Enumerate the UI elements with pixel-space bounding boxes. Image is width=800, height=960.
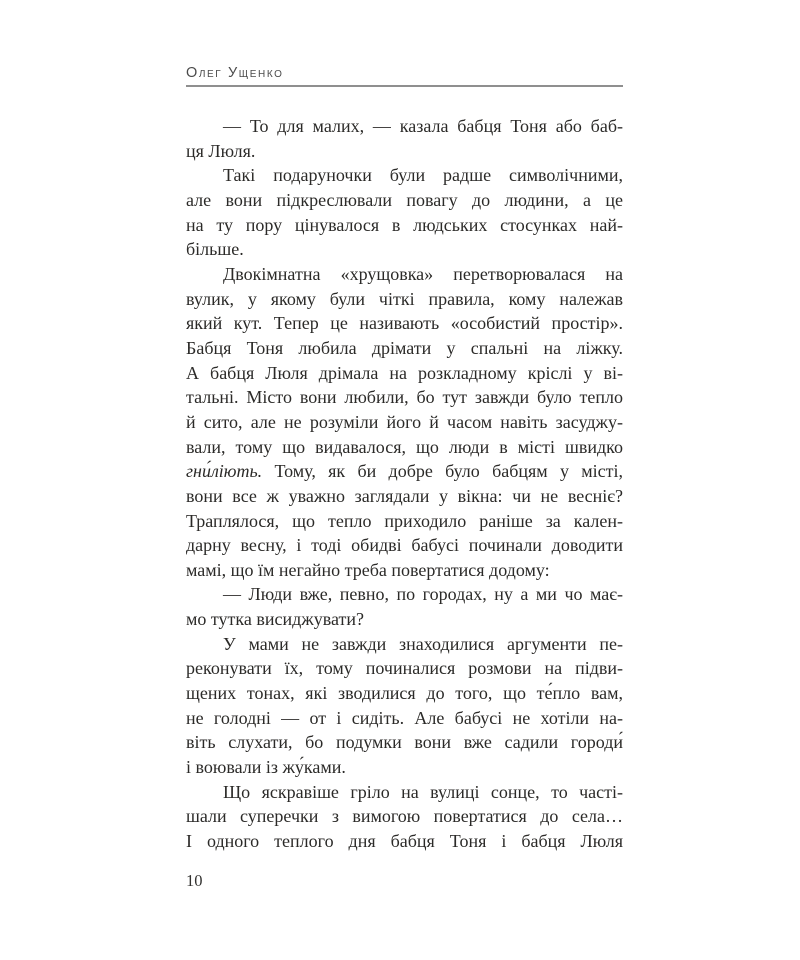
text-run: Такі подаруночки були радше символічними, [223, 165, 623, 186]
text-line [186, 188, 623, 213]
text-run: У мами не завжди знаходилися аргументи пе- [223, 633, 623, 654]
text-run: А бабця Люля дрімала на розкладному кріслі у ві- [186, 362, 623, 383]
text-run: — То для малих, — казала бабця Тоня або баб- [223, 116, 623, 136]
text-run: вони все ж уважно заглядали у вікна: чи не весніє? [186, 485, 623, 506]
text-line [186, 361, 623, 386]
header-rule [186, 85, 623, 87]
text-line [186, 336, 623, 361]
text-run: реконувати їх, тому починалися розмови на підви- [186, 658, 623, 679]
text-line [186, 410, 623, 435]
text-run: який кут. Тепер це називають «особистий простір». [186, 313, 623, 334]
text-line [186, 213, 623, 238]
page-footer [186, 871, 623, 891]
text-line [186, 385, 623, 410]
text-line [186, 311, 623, 336]
text-run: Що яскравіше гріло на вулиці сонце, то часті- [223, 781, 623, 802]
text-run: Траплялося, що тепло приходило раніше за кален- [186, 510, 623, 531]
text-run: дарну весну, і тоді обидві бабусі починали доводити [186, 535, 623, 556]
text-line [186, 829, 623, 854]
text-run: але вони підкреслювали повагу до людини, а це [186, 189, 623, 210]
text-run: тальні. Місто вони любили, бо тут завжди було тепло [186, 387, 623, 408]
text-line [186, 780, 623, 805]
text-line [186, 804, 623, 829]
body-text [186, 114, 623, 854]
text-line [186, 509, 623, 534]
text-line [186, 262, 623, 287]
text-run: мо тутка висиджувати? [186, 609, 364, 630]
text-run: — Люди вже, певно, по городах, ну а ми чо має- [223, 584, 623, 605]
text-run: Двокімнатна «хрущовка» перетворювалася на [223, 263, 623, 284]
text-line [186, 558, 623, 583]
running-header-author: Олег Ущенко [186, 65, 284, 81]
text-line [186, 484, 623, 509]
paragraph [186, 780, 623, 854]
text-run: не голодні — от і сидіть. Але бабусі не хотіли на- [186, 707, 623, 728]
text-run: мамі, що їм негайно треба повертатися додому: [186, 559, 550, 580]
running-header [186, 66, 623, 87]
text-line [186, 681, 623, 706]
text-line [186, 139, 623, 164]
text-line [186, 459, 623, 484]
paragraph [186, 114, 623, 163]
text-line [186, 114, 623, 139]
text-run: й сито, але не розуміли його й часом навіть засуджу- [186, 411, 623, 432]
text-line [186, 730, 623, 755]
text-line [186, 163, 623, 188]
paragraph [186, 163, 623, 262]
text-line [186, 706, 623, 731]
text-run: Бабця Тоня любила дрімати у спальні на ліжку. [186, 337, 623, 358]
paragraph [186, 582, 623, 631]
text-run: І одного теплого дня бабця Тоня і бабця Люля [186, 831, 623, 852]
text-run: щених тонах, які зводилися до того, що те́пло вам, [186, 683, 623, 704]
paragraph [186, 632, 623, 780]
italic-run: гни́ліють. [186, 461, 263, 482]
text-run: вулик, у якому були чіткі правила, кому належав [186, 288, 623, 309]
text-run: на ту пору цінувалося в людських стосунках най- [186, 214, 623, 235]
text-line [186, 237, 623, 262]
text-line [186, 533, 623, 558]
text-run: більше. [186, 239, 244, 260]
text-run: вали, тому що видавалося, що люди в місті швидко [186, 436, 623, 457]
text-line [186, 755, 623, 780]
text-line [186, 435, 623, 460]
paragraph [186, 262, 623, 583]
text-run: ця Люля. [186, 140, 256, 161]
text-line [186, 656, 623, 681]
page-number: 10 [186, 871, 203, 890]
text-run: і воювали із жу́ками. [186, 757, 346, 778]
text-line [186, 582, 623, 607]
text-line [186, 632, 623, 657]
text-line [186, 607, 623, 632]
text-run: Тому, як би добре було бабцям у місті, [262, 461, 623, 482]
text-line [186, 287, 623, 312]
text-run: шали суперечки з вимогою повертатися до села… [186, 806, 623, 827]
text-run: віть слухати, бо подумки вони вже садили городи́ [186, 732, 623, 753]
